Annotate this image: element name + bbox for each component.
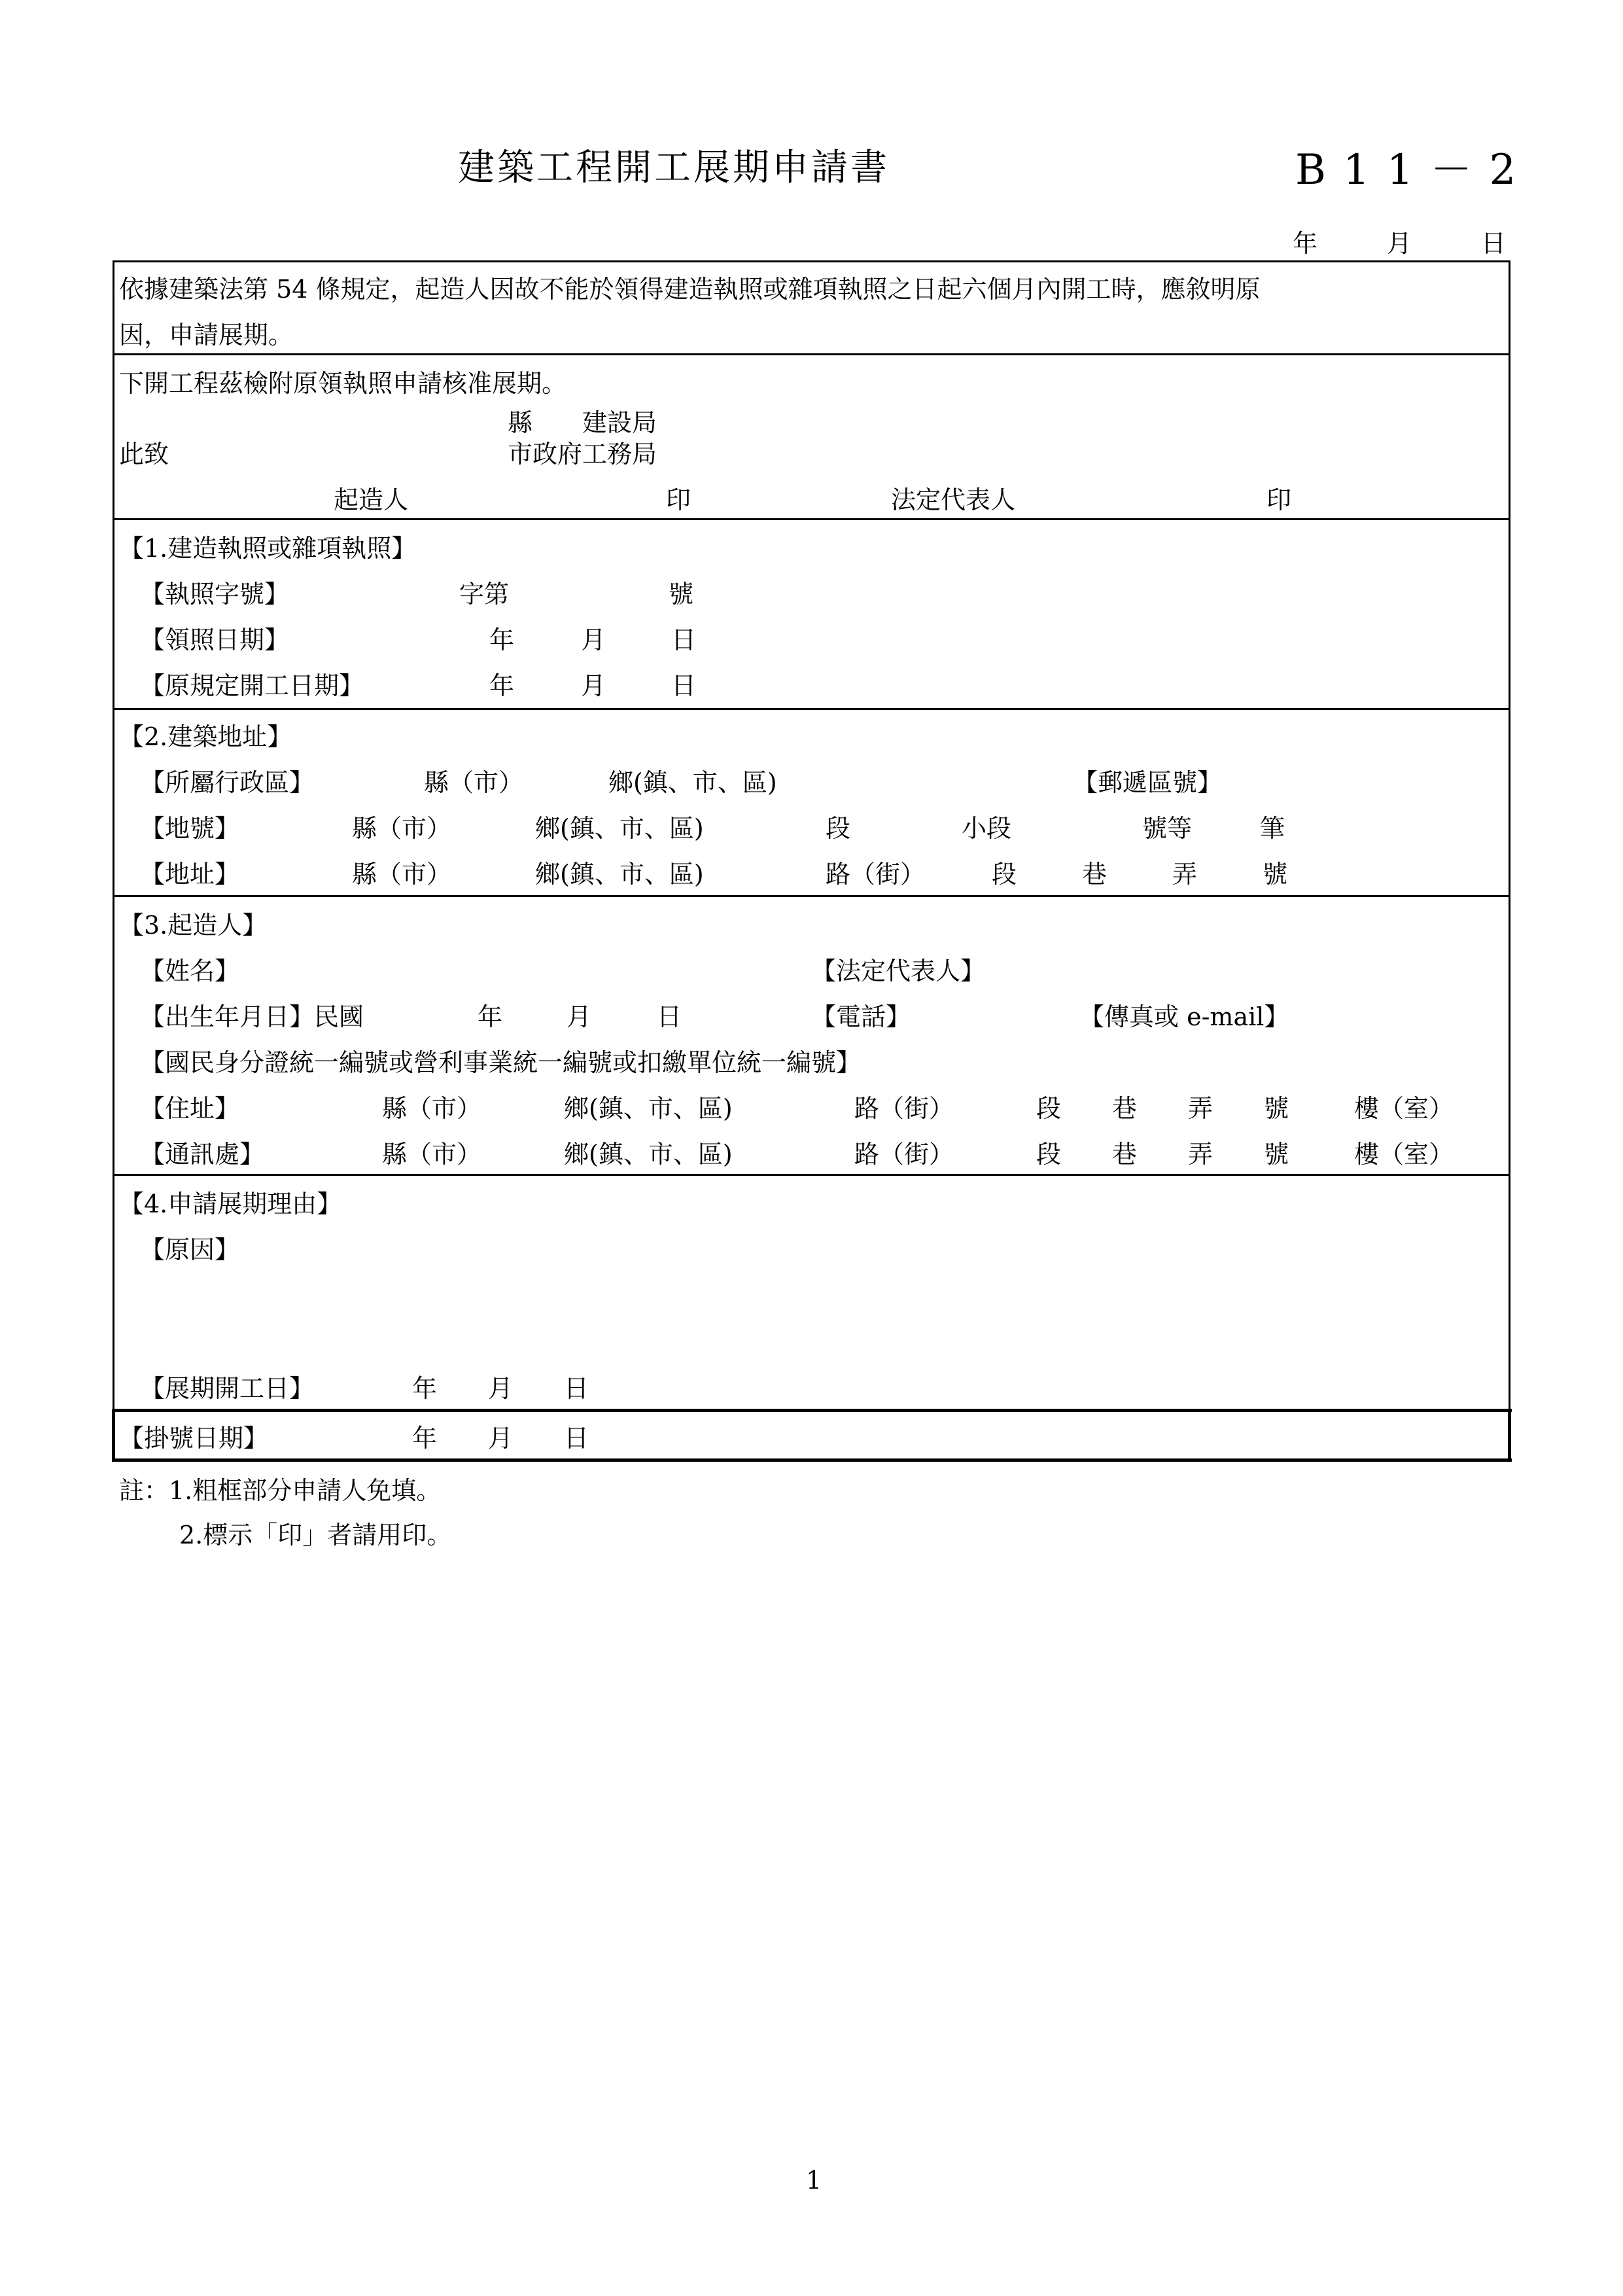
license-no-label: 【執照字號】 xyxy=(140,580,290,609)
legal-rep-field-label: 【法定代表人】 xyxy=(811,957,986,985)
recipient-city: 市政府工務局 xyxy=(508,440,657,468)
start-date-month[interactable]: 月 xyxy=(581,671,606,700)
fax-email-label: 【傳真或 e-mail】 xyxy=(1079,1002,1289,1031)
seal-mark-applicant[interactable]: 印 xyxy=(666,486,691,514)
date-year[interactable]: 年 xyxy=(1293,229,1318,258)
district-label: 【所屬行政區】 xyxy=(140,768,315,797)
mailing-county[interactable]: 縣（市） xyxy=(382,1140,482,1169)
section4-heading: 【4.申請展期理由】 xyxy=(119,1190,342,1218)
divider-section2 xyxy=(113,895,1510,897)
lot-township[interactable]: 鄉(鎮、市、區) xyxy=(535,814,704,843)
date-day[interactable]: 日 xyxy=(1481,229,1507,258)
seal-mark-legal-rep[interactable]: 印 xyxy=(1266,486,1292,514)
address-label: 【地址】 xyxy=(140,860,240,889)
address-road[interactable]: 路（街） xyxy=(826,860,926,889)
lot-section[interactable]: 段 xyxy=(826,814,851,843)
postal-code-label: 【郵遞區號】 xyxy=(1073,768,1223,797)
registration-date-day[interactable]: 日 xyxy=(564,1424,589,1453)
reason-label: 【原因】 xyxy=(140,1235,240,1264)
district-township[interactable]: 鄉(鎮、市、區) xyxy=(608,768,777,797)
intro-line-1: 依據建築法第 54 條規定，起造人因故不能於領得建造執照或雜項執照之日起六個月內開工時，應敘明原 xyxy=(119,275,1261,304)
registration-box-bottom xyxy=(113,1458,1512,1462)
name-label: 【姓名】 xyxy=(140,957,240,985)
residence-county[interactable]: 縣（市） xyxy=(382,1094,482,1123)
mailing-township[interactable]: 鄉(鎮、市、區) xyxy=(564,1140,733,1169)
note-2: 2.標示「印」者請用印。 xyxy=(179,1521,452,1549)
address-township[interactable]: 鄉(鎮、市、區) xyxy=(535,860,704,889)
license-no-end[interactable]: 號 xyxy=(669,580,694,609)
address-alley[interactable]: 弄 xyxy=(1172,860,1198,889)
issue-date-label: 【領照日期】 xyxy=(140,626,290,654)
address-section[interactable]: 段 xyxy=(992,860,1017,889)
registration-date-label: 【掛號日期】 xyxy=(119,1424,269,1453)
mailing-number[interactable]: 號 xyxy=(1264,1140,1289,1169)
issue-date-year[interactable]: 年 xyxy=(489,626,515,654)
new-start-date-label: 【展期開工日】 xyxy=(140,1374,315,1403)
to-label: 此致 xyxy=(119,440,169,468)
border-left xyxy=(113,260,114,1460)
intro-line-2: 因，申請展期。 xyxy=(119,321,294,349)
registration-box-right xyxy=(1508,1409,1511,1462)
lot-subsection[interactable]: 小段 xyxy=(962,814,1012,843)
residence-lane[interactable]: 巷 xyxy=(1112,1094,1138,1123)
request-text: 下開工程茲檢附原領執照申請核准展期。 xyxy=(119,369,567,398)
registration-box-top xyxy=(113,1409,1512,1412)
registration-box-left xyxy=(112,1409,115,1462)
district-county[interactable]: 縣（市） xyxy=(424,768,524,797)
address-lane[interactable]: 巷 xyxy=(1082,860,1108,889)
registration-date-month[interactable]: 月 xyxy=(488,1424,514,1453)
section2-heading: 【2.建築地址】 xyxy=(119,722,292,751)
new-start-date-month[interactable]: 月 xyxy=(488,1374,514,1403)
legal-rep-label: 法定代表人 xyxy=(891,486,1016,514)
recipient-county: 縣 建設局 xyxy=(508,408,657,437)
page-number: 1 xyxy=(806,2166,822,2195)
lot-parcels[interactable]: 筆 xyxy=(1260,814,1285,843)
issue-date-month[interactable]: 月 xyxy=(581,626,606,654)
lot-county[interactable]: 縣（市） xyxy=(352,814,452,843)
new-start-date-year[interactable]: 年 xyxy=(412,1374,438,1403)
id-number-label: 【國民身分證統一編號或營利事業統一編號或扣繳單位統一編號】 xyxy=(140,1048,862,1077)
applicant-label: 起造人 xyxy=(334,486,409,514)
residence-number[interactable]: 號 xyxy=(1264,1094,1289,1123)
note-1: 註：1.粗框部分申請人免填。 xyxy=(119,1476,442,1505)
birth-label: 【出生年月日】民國 xyxy=(140,1002,364,1031)
lot-label: 【地號】 xyxy=(140,814,240,843)
registration-date-year[interactable]: 年 xyxy=(412,1424,438,1453)
page-title: 建築工程開工展期申請書 xyxy=(458,147,890,189)
divider-section3 xyxy=(113,1174,1510,1176)
mailing-road[interactable]: 路（街） xyxy=(854,1140,954,1169)
birth-day[interactable]: 日 xyxy=(657,1002,682,1031)
section3-heading: 【3.起造人】 xyxy=(119,911,268,940)
mailing-section[interactable]: 段 xyxy=(1036,1140,1062,1169)
form-code: B11－2 xyxy=(1295,146,1533,194)
issue-date-day[interactable]: 日 xyxy=(671,626,697,654)
border-right xyxy=(1509,260,1510,1460)
mailing-floor[interactable]: 樓（室） xyxy=(1354,1140,1454,1169)
reason-input-area[interactable] xyxy=(140,1269,1488,1368)
residence-road[interactable]: 路（街） xyxy=(854,1094,954,1123)
residence-floor[interactable]: 樓（室） xyxy=(1354,1094,1454,1123)
lot-number[interactable]: 號等 xyxy=(1142,814,1193,843)
license-no-mid[interactable]: 字第 xyxy=(459,580,510,609)
new-start-date-day[interactable]: 日 xyxy=(564,1374,589,1403)
birth-month[interactable]: 月 xyxy=(567,1002,592,1031)
residence-alley[interactable]: 弄 xyxy=(1188,1094,1213,1123)
phone-label: 【電話】 xyxy=(811,1002,911,1031)
mailing-alley[interactable]: 弄 xyxy=(1188,1140,1213,1169)
divider-request xyxy=(113,518,1510,520)
start-date-label: 【原規定開工日期】 xyxy=(140,671,364,700)
address-number[interactable]: 號 xyxy=(1263,860,1288,889)
residence-township[interactable]: 鄉(鎮、市、區) xyxy=(564,1094,733,1123)
residence-section[interactable]: 段 xyxy=(1036,1094,1062,1123)
birth-year[interactable]: 年 xyxy=(478,1002,503,1031)
address-county[interactable]: 縣（市） xyxy=(352,860,452,889)
divider-intro xyxy=(113,353,1510,355)
start-date-year[interactable]: 年 xyxy=(489,671,515,700)
start-date-day[interactable]: 日 xyxy=(671,671,697,700)
residence-label: 【住址】 xyxy=(140,1094,240,1123)
border-top xyxy=(113,260,1510,262)
divider-section1 xyxy=(113,708,1510,710)
mailing-label: 【通訊處】 xyxy=(140,1140,265,1169)
date-month[interactable]: 月 xyxy=(1387,229,1412,258)
section1-heading: 【1.建造執照或雜項執照】 xyxy=(119,534,417,563)
mailing-lane[interactable]: 巷 xyxy=(1112,1140,1138,1169)
